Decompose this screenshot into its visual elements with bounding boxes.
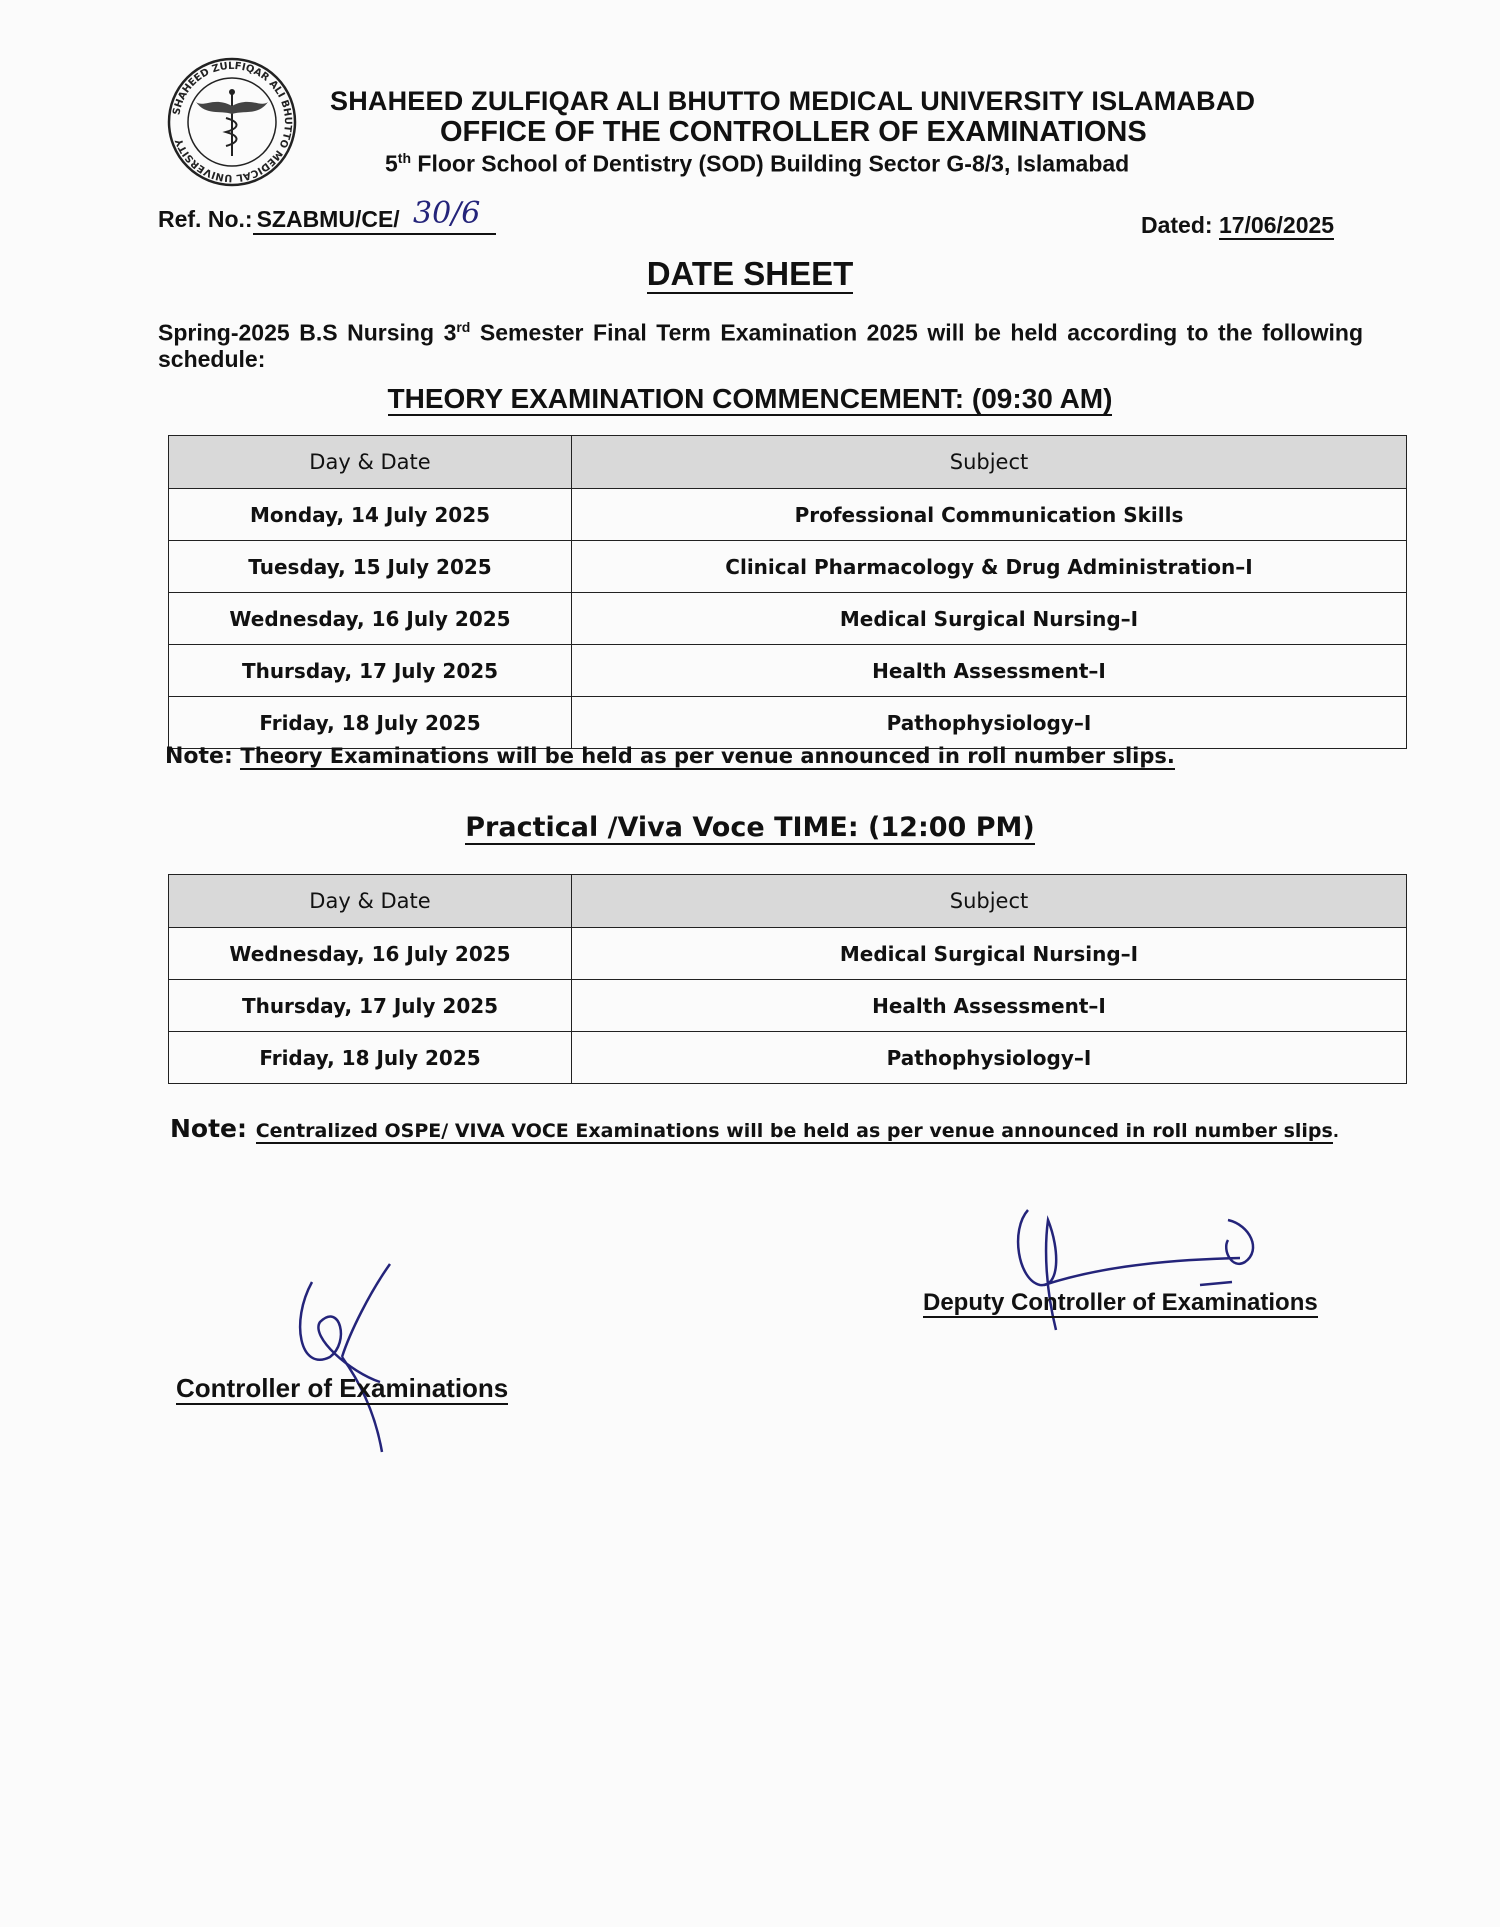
col-day-date: Day & Date: [169, 875, 572, 928]
seal-text: SHAHEED ZULFIQAR ALI BHUTTO MEDICAL UNIVERSITY: [171, 60, 294, 184]
university-name: SHAHEED ZULFIQAR ALI BHUTTO MEDICAL UNIVERSITY ISLAMABAD: [330, 86, 1256, 116]
date-issued: [1141, 212, 1334, 239]
theory-schedule-table: [168, 435, 1407, 749]
table-row: [169, 1032, 1407, 1084]
day-cell: Wednesday, 16 July 2025: [169, 928, 572, 980]
subject-cell: Health Assessment–I: [572, 645, 1407, 697]
table-header-row: [169, 875, 1407, 928]
office-address: 5th Floor School of Dentistry (SOD) Building Sector G-8/3, Islamabad: [385, 150, 1130, 177]
intro-paragraph: Spring-2025 B.S Nursing 3rd Semester Final Term Examination 2025 will be held according to the following schedule:: [158, 319, 1363, 372]
subject-cell: Clinical Pharmacology & Drug Administration–I: [572, 541, 1407, 593]
table-row: [169, 645, 1407, 697]
theory-note: [165, 744, 1175, 769]
day-cell: Thursday, 17 July 2025: [169, 645, 572, 697]
handwritten-ref-number: 30/6: [413, 196, 481, 231]
ref-value: SZABMU/CE/: [253, 206, 496, 235]
practical-schedule-table: [168, 874, 1407, 1084]
table-header-row: [169, 436, 1407, 489]
table-row: [169, 541, 1407, 593]
subject-cell: Pathophysiology–I: [572, 1032, 1407, 1084]
day-cell: Monday, 14 July 2025: [169, 489, 572, 541]
theory-heading: THEORY EXAMINATION COMMENCEMENT: (09:30 AM): [387, 383, 1113, 414]
table-row: [169, 928, 1407, 980]
table-row: [169, 593, 1407, 645]
note-end: .: [1332, 1122, 1339, 1141]
subject-cell: Health Assessment–I: [572, 980, 1407, 1032]
day-cell: Tuesday, 15 July 2025: [169, 541, 572, 593]
controller-signature-icon: [290, 1262, 420, 1457]
practical-note: [170, 1114, 1339, 1143]
col-subject: Subject: [572, 436, 1407, 489]
note-text: Theory Examinations will be held as per venue announced in roll number slips.: [240, 744, 1175, 768]
col-day-date: Day & Date: [169, 436, 572, 489]
table-row: [169, 489, 1407, 541]
day-cell: Thursday, 17 July 2025: [169, 980, 572, 1032]
document-title: DATE SHEET: [646, 255, 854, 292]
practical-heading: Practical /Viva Voce TIME: (12:00 PM): [465, 812, 1035, 843]
day-cell: Friday, 18 July 2025: [169, 697, 572, 749]
university-seal-icon: [166, 56, 298, 188]
office-name: OFFICE OF THE CONTROLLER OF EXAMINATIONS: [440, 116, 1147, 148]
note-text: Centralized OSPE/ VIVA VOCE Examinations will be held as per venue announced in roll number slips: [255, 1120, 1333, 1142]
note-label: Note:: [170, 1114, 256, 1143]
subject-cell: Pathophysiology–I: [572, 697, 1407, 749]
table-row: [169, 697, 1407, 749]
ref-label: Ref. No.:: [158, 206, 253, 232]
subject-cell: Professional Communication Skills: [572, 489, 1407, 541]
subject-cell: Medical Surgical Nursing–I: [572, 593, 1407, 645]
day-cell: Friday, 18 July 2025: [169, 1032, 572, 1084]
table-row: [169, 980, 1407, 1032]
note-label: Note:: [165, 744, 241, 769]
deputy-controller-label: Deputy Controller of Examinations: [923, 1289, 1318, 1316]
day-cell: Wednesday, 16 July 2025: [169, 593, 572, 645]
subject-cell: Medical Surgical Nursing–I: [572, 928, 1407, 980]
dated-value: 17/06/2025: [1218, 212, 1335, 238]
dated-label: Dated:: [1141, 212, 1213, 238]
controller-label: Controller of Examinations: [176, 1373, 509, 1403]
col-subject: Subject: [572, 875, 1407, 928]
